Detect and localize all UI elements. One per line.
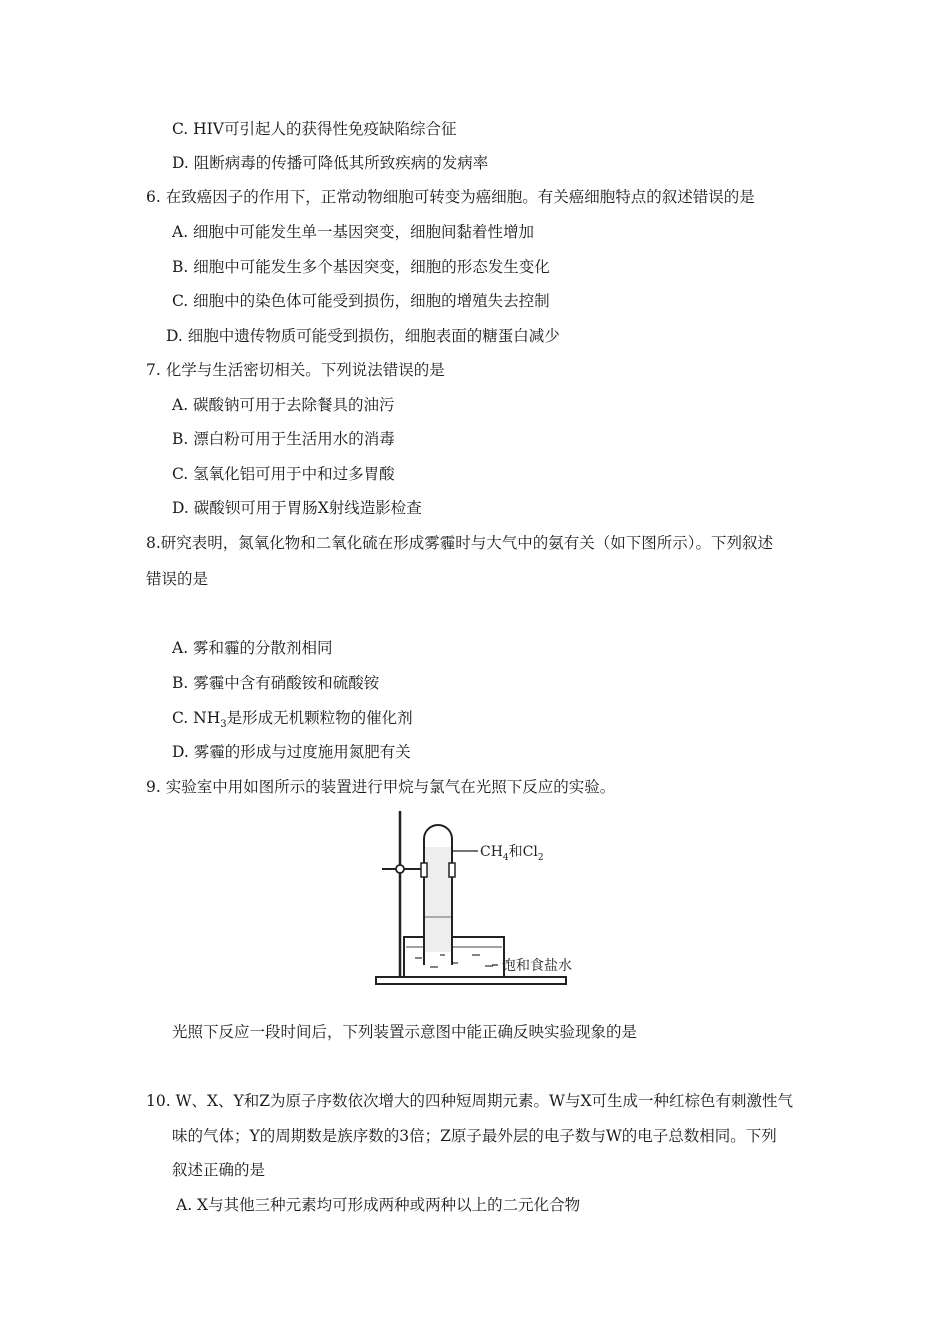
gas-label: $CH_4$和$Cl_2$ xyxy=(480,844,544,863)
water-ripples xyxy=(415,955,493,967)
q10-option-a: A. X与其他三种元素均可形成两种或两种以上的二元化合物 xyxy=(176,1196,581,1214)
q8-option-d: D. 雾霾的形成与过度施用氮肥有关 xyxy=(172,743,411,761)
q7-option-c: C. 氢氧化铝可用于中和过多胃酸 xyxy=(172,465,395,483)
q7-option-d: D. 碳酸钡可用于胃肠X射线造影检查 xyxy=(172,499,422,517)
q9-stem: 9. 实验室中用如图所示的装置进行甲烷与氯气在光照下反应的实验。 xyxy=(146,778,616,796)
q8c-prefix: C. NH xyxy=(172,709,221,727)
q8-option-a: A. 雾和霾的分散剂相同 xyxy=(172,639,333,657)
clamp-pad-left xyxy=(421,863,427,877)
methane-chlorine-apparatus-figure xyxy=(360,805,600,995)
q8c-text: 是形成无机颗粒物的催化剂 xyxy=(226,709,413,727)
stand-base xyxy=(376,977,566,984)
q8-stem-line2: 错误的是 xyxy=(146,570,209,588)
water-label: 饱和食盐水 xyxy=(502,958,572,974)
q8-option-c xyxy=(172,708,413,735)
q5-option-c: C. HIV可引起人的获得性免疫缺陷综合征 xyxy=(172,120,457,138)
q5-option-d: D. 阻断病毒的传播可降低其所致疾病的发病率 xyxy=(172,154,489,172)
clamp-screw xyxy=(396,865,404,873)
q6-option-b: B. 细胞中可能发生多个基因突变，细胞的形态发生变化 xyxy=(172,258,550,276)
tube-shading xyxy=(425,847,451,952)
q10-stem-line2: 味的气体；Y的周期数是族序数的3倍；Z原子最外层的电子数与W的电子总数相同。下列 xyxy=(172,1127,777,1145)
q7-option-a: A. 碳酸钠可用于去除餐具的油污 xyxy=(172,396,395,414)
q10-stem-line3: 叙述正确的是 xyxy=(172,1161,266,1179)
q6-stem: 6. 在致癌因子的作用下，正常动物细胞可转变为癌细胞。有关癌细胞特点的叙述错误的是 xyxy=(146,188,755,206)
q7-stem: 7. 化学与生活密切相关。下列说法错误的是 xyxy=(146,361,445,379)
water-trough xyxy=(404,937,504,977)
q6-option-d: D. 细胞中遗传物质可能受到损伤，细胞表面的糖蛋白减少 xyxy=(166,327,560,345)
q8-option-b: B. 雾霾中含有硝酸铵和硫酸铵 xyxy=(172,674,380,692)
q7-option-b: B. 漂白粉可用于生活用水的消毒 xyxy=(172,430,395,448)
q6-option-c: C. 细胞中的染色体可能受到损伤，细胞的增殖失去控制 xyxy=(172,292,550,310)
q9-followup: 光照下反应一段时间后，下列装置示意图中能正确反映实验现象的是 xyxy=(172,1023,638,1041)
q8-stem-line1: 8.研究表明，氮氧化物和二氧化硫在形成雾霾时与大气中的氨有关（如下图所示）。下列叙述 xyxy=(146,534,774,552)
q10-stem-line1: 10. W、X、Y和Z为原子序数依次增大的四种短周期元素。W与X可生成一种红棕色有刺激性气 xyxy=(146,1092,794,1110)
clamp-pad-right xyxy=(449,863,455,877)
q8c-subscript: 3 xyxy=(220,719,227,731)
q6-option-a: A. 细胞中可能发生单一基因突变，细胞间黏着性增加 xyxy=(172,223,535,241)
